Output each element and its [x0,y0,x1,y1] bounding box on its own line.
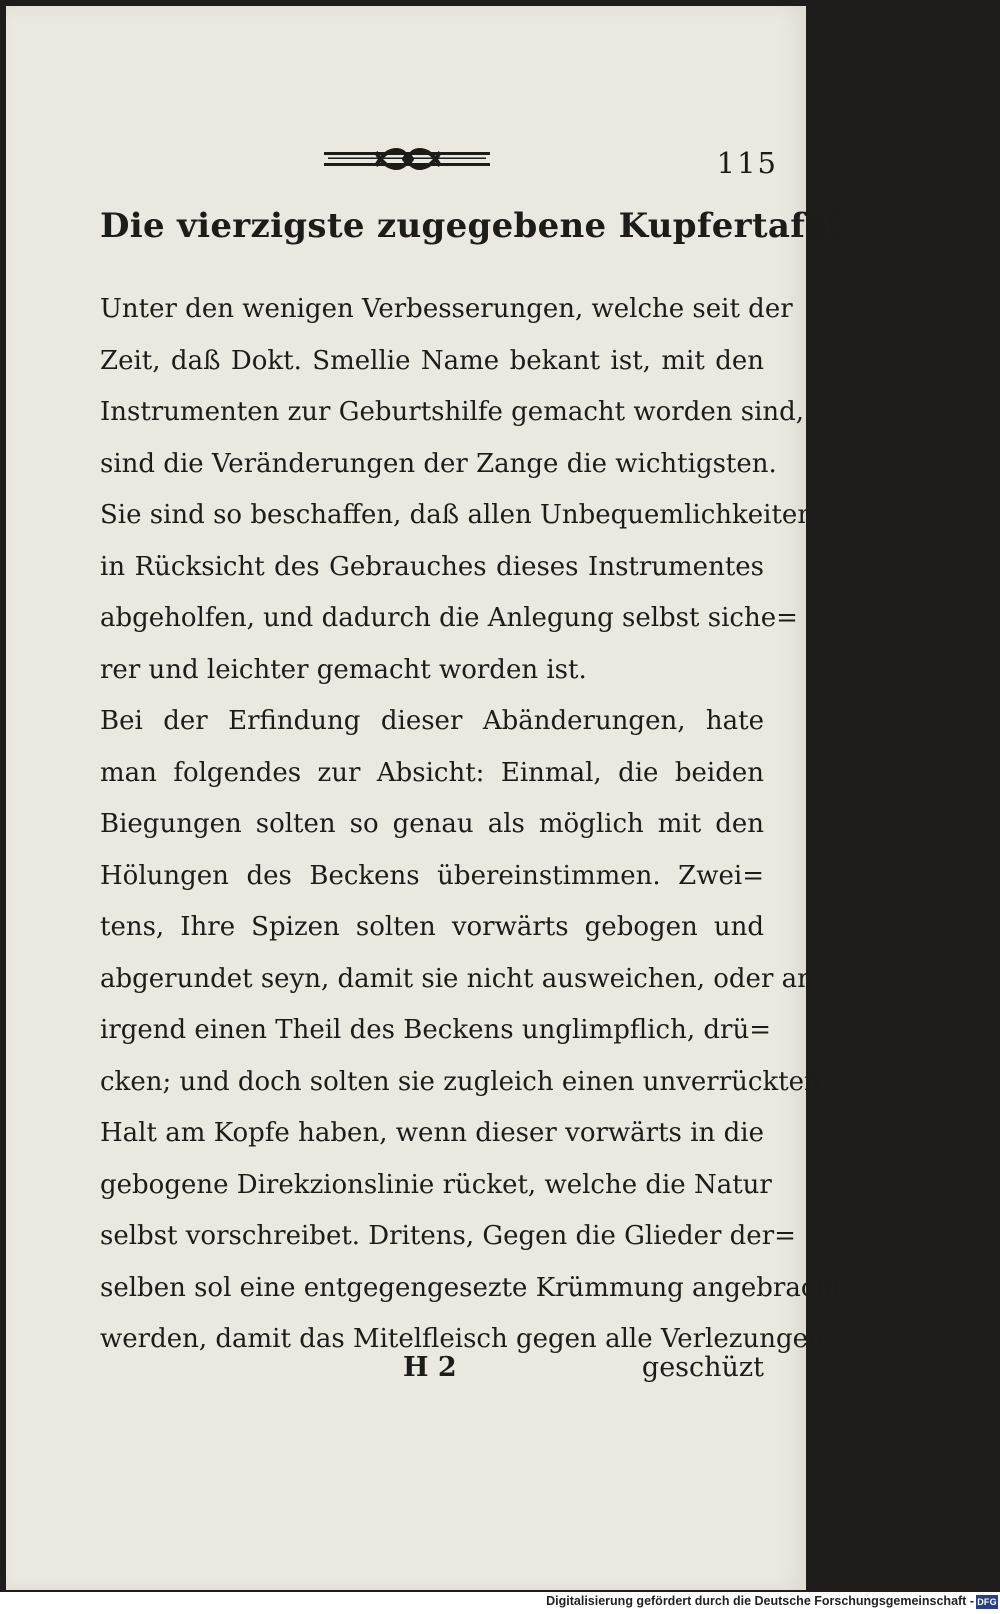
signature-mark: H 2 [403,1352,457,1383]
body-text [100,284,843,1366]
text-line: Instrumenten zur Geburtshilfe gemacht worden sind, [100,397,805,427]
header-ornament [324,144,490,174]
text-line: Hölungen des Beckens übereinstimmen. Zwei= [100,860,764,891]
text-line: man folgendes zur Absicht: Einmal, die beiden [100,757,764,788]
footer-bar [0,1592,1000,1614]
text-line: rer und leichter gemacht worden ist. [100,654,587,685]
page-number: 115 [716,146,778,180]
page-text-block [100,6,853,1590]
paragraph [100,696,843,1366]
text-line: Unter den wenigen Verbesserungen, welche seit der [100,294,793,324]
catchword: geschüzt [641,1352,764,1383]
text-line: abgerundet seyn, damit sie nicht ausweichen, oder an [100,963,814,994]
text-line: Sie sind so beschaffen, daß allen Unbequemlichkeiten [100,500,815,530]
text-line: tens, Ihre Spizen solten vorwärts gebogen und [100,912,764,942]
text-line: cken; und doch solten sie zugleich einen unverrückten [100,1066,821,1097]
plate-heading: Die vierzigste zugegebene Kupfertafel. [100,206,853,246]
text-line: irgend einen Theil des Beckens unglimpflich, drü= [100,1015,771,1045]
text-line: Zeit, daß Dokt. Smellie Name bekant ist, mit den [100,345,764,376]
text-line: Biegungen solten so genau als möglich mit den [100,809,764,839]
paragraph [100,284,815,696]
text-line: in Rücksicht des Gebrauches dieses Instrumentes [100,551,764,582]
funding-credit: Digitalisierung gefördert durch die Deutsche Forschungsgemeinschaft - [546,1594,974,1608]
dfg-logo-icon: DFG [977,1597,997,1607]
text-line: werden, damit das Mitelfleisch gegen alle Verlezungen [100,1324,825,1354]
text-line: sind die Veränderungen der Zange die wichtigsten. [100,448,777,479]
text-line: Bei der Erfindung dieser Abänderungen, hate [100,706,764,736]
book-page [6,6,853,1590]
text-line: selbst vorschreibet. Dritens, Gegen die Glieder der= [100,1221,796,1251]
text-line: abgeholfen, und dadurch die Anlegung selbst siche= [100,603,798,633]
text-line: gebogene Direkzionslinie rücket, welche die Natur [100,1169,772,1200]
text-line: selben sol eine entgegengesezte Krümmung angebracht [100,1272,843,1303]
text-line: Halt am Kopfe haben, wenn dieser vorwärts in die [100,1118,764,1148]
